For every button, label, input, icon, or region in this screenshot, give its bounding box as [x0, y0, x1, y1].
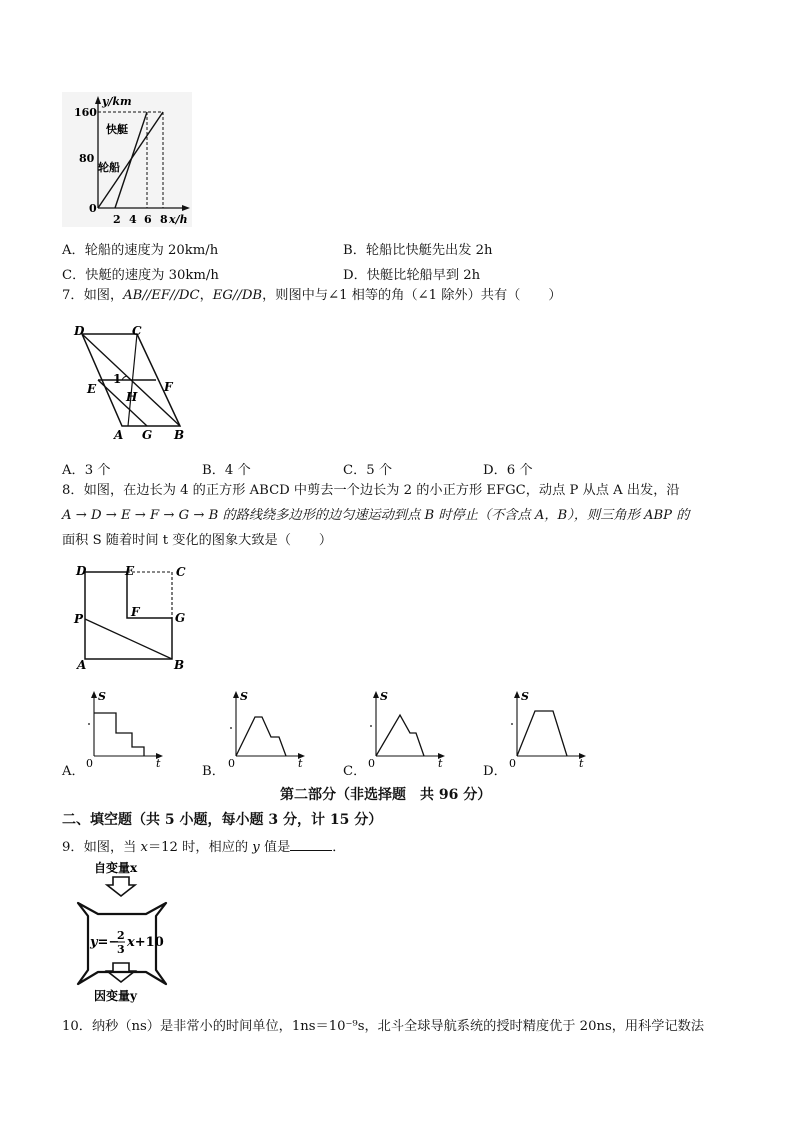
q8-stem-line-1: 8．如图，在边长为 4 的正方形 ABCD 中剪去一个边长为 2 的小正方形 EFGC，动点 P 从点 A 出发，沿 [62, 483, 680, 498]
q6-option-d[interactable]: D．快艇比轮船早到 2h [343, 268, 481, 283]
svg-text:0: 0 [228, 757, 235, 770]
svg-text:C: C [132, 324, 142, 338]
answer-blank[interactable] [290, 839, 332, 851]
q6-option-b[interactable]: B．轮船比快艇先出发 2h [343, 243, 493, 258]
svg-text:t: t [579, 757, 584, 770]
y-axis-label: y/km [102, 95, 132, 108]
svg-text:0: 0 [368, 757, 375, 770]
q8-choice-a-graph[interactable] [82, 688, 172, 770]
q7-stem: 7．如图，AB//EF//DC，EG//DB，则图中与∠1 相等的角（∠1 除外）共有（ ） [62, 288, 562, 303]
q6-option-c[interactable]: C．快艇的速度为 30km/h [62, 268, 219, 283]
svg-text:E: E [87, 382, 97, 396]
svg-text:160: 160 [74, 106, 97, 119]
q7-option-c[interactable]: C．5 个 [343, 463, 393, 478]
q8-choice-d-label[interactable]: D． [483, 764, 507, 779]
q6-distance-time-graph [62, 92, 192, 227]
svg-text:S: S [521, 690, 529, 703]
label-speedboat: 快艇 [106, 123, 128, 136]
svg-text:A: A [114, 428, 124, 442]
svg-text:t: t [298, 757, 303, 770]
svg-text:x+10: x+10 [127, 935, 164, 950]
svg-text:F: F [164, 380, 173, 394]
svg-text:0: 0 [89, 202, 97, 215]
q7-option-a[interactable]: A．3 个 [62, 463, 111, 478]
q8-choice-c-graph[interactable] [364, 688, 454, 770]
svg-text:B: B [174, 658, 185, 672]
q8-square-figure [72, 562, 197, 672]
q7-option-b[interactable]: B．4 个 [202, 463, 251, 478]
svg-text:4: 4 [129, 213, 137, 226]
svg-text:2: 2 [113, 213, 121, 226]
svg-text:G: G [142, 428, 153, 442]
fraction-numerator: 2 [117, 929, 125, 942]
svg-text:F: F [131, 605, 140, 619]
svg-text:t: t [156, 757, 161, 770]
svg-text:t: t [438, 757, 443, 770]
svg-text:6: 6 [144, 213, 152, 226]
output-label: 因变量y [94, 989, 137, 1003]
fraction-denominator: 3 [117, 943, 125, 956]
svg-text:G: G [175, 611, 186, 625]
part-two-title: 第二部分（非选择题 共 96 分） [280, 787, 492, 803]
svg-text:D: D [76, 564, 87, 578]
q8-choice-b-label[interactable]: B． [202, 764, 225, 779]
q7-parallelogram-figure [70, 322, 195, 444]
svg-text:S: S [380, 690, 388, 703]
q10-stem: 10．纳秒（ns）是非常小的时间单位，1ns＝10⁻⁹s，北斗全球导航系统的授时精度优于 20ns，用科学记数法 [62, 1019, 705, 1034]
svg-text:0: 0 [509, 757, 516, 770]
q8-stem-line-3: 面积 S 随着时间 t 变化的图象大致是（ ） [62, 533, 333, 548]
q9-function-machine [68, 858, 178, 1006]
input-label: 自变量x [94, 861, 138, 875]
q9-stem: 9．如图，当 x＝12 时，相应的 y 值是 ． [62, 840, 346, 855]
svg-text:C: C [176, 565, 186, 579]
svg-text:8: 8 [160, 213, 168, 226]
q8-choice-a-label[interactable]: A． [62, 764, 85, 779]
q8-choice-c-label[interactable]: C． [343, 764, 367, 779]
q6-option-a[interactable]: A．轮船的速度为 20km/h [62, 243, 219, 258]
svg-text:E: E [125, 564, 135, 578]
svg-text:H: H [126, 390, 138, 404]
q8-choice-d-graph[interactable] [505, 688, 595, 770]
label-ship: 轮船 [98, 161, 120, 174]
svg-text:S: S [98, 690, 106, 703]
svg-text:1: 1 [113, 372, 122, 386]
q7-option-d[interactable]: D．6 个 [483, 463, 533, 478]
q8-stem-line-2: A → D → E → F → G → B 的路线绕多边形的边匀速运动到点 B 时停止（不含点 A，B），则三角形 ABP 的 [62, 508, 690, 523]
svg-text:S: S [240, 690, 248, 703]
svg-text:B: B [174, 428, 185, 442]
svg-text:y=−: y=− [90, 935, 120, 950]
svg-text:A: A [77, 658, 87, 672]
q8-choice-b-graph[interactable] [224, 688, 314, 770]
svg-text:0: 0 [86, 757, 93, 770]
section-fill-in-heading: 二、填空题（共 5 小题，每小题 3 分，计 15 分） [62, 812, 383, 828]
svg-text:80: 80 [79, 152, 95, 165]
svg-text:D: D [74, 324, 85, 338]
x-axis-label: x/h [169, 213, 188, 226]
svg-text:P: P [74, 612, 84, 626]
